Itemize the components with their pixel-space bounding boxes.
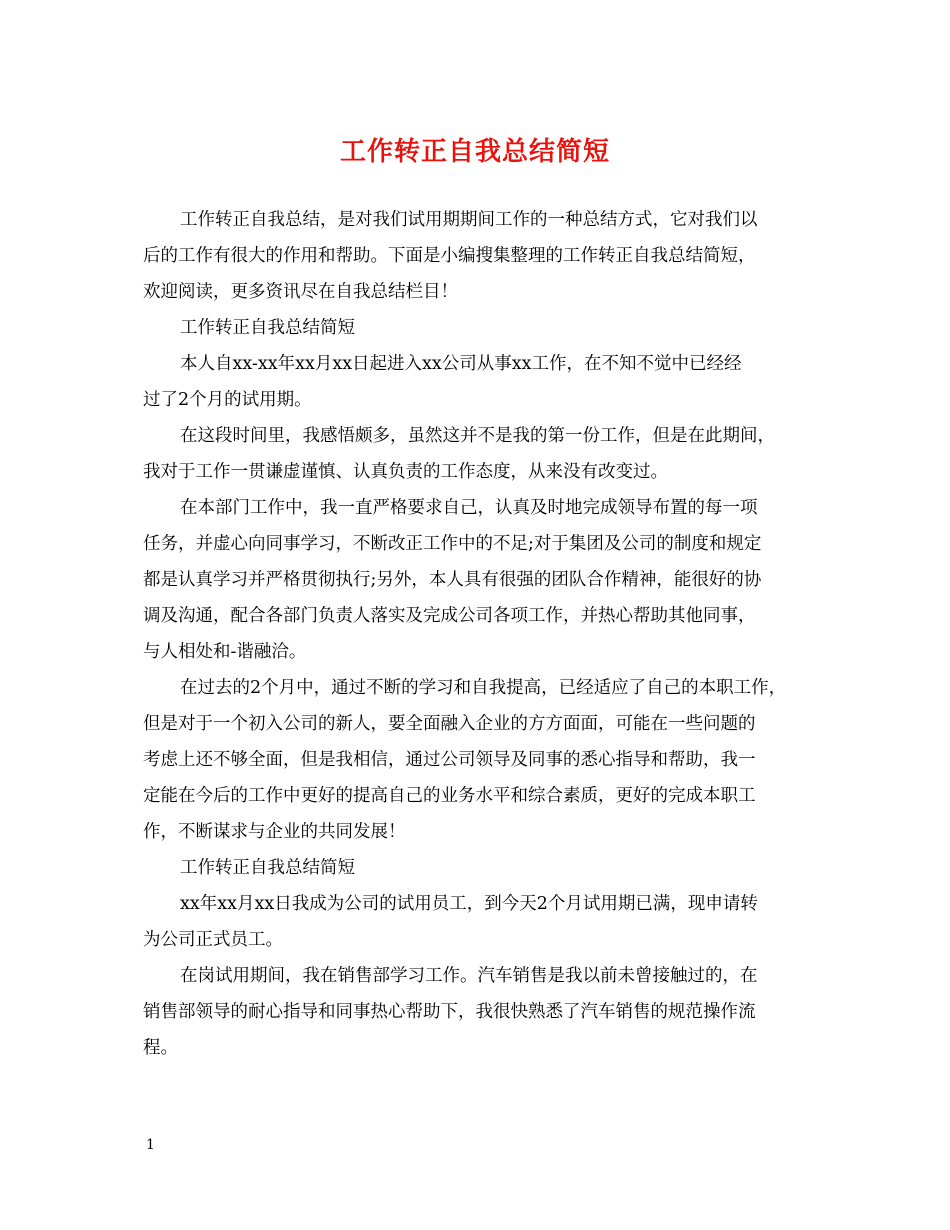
body-line: 与人相处和-谐融洽。 (143, 642, 307, 662)
body-line: 任务，并虚心向同事学习，不断改正工作中的不足;对于集团及公司的制度和规定 (143, 534, 762, 554)
body-line: 后的工作有很大的作用和帮助。下面是小编搜集整理的工作转正自我总结简短， (143, 246, 756, 266)
body-line: 但是对于一个初入公司的新人，要全面融入企业的方方面面，可能在一些问题的 (143, 714, 756, 734)
body-line: 都是认真学习并严格贯彻执行;另外，本人具有很强的团队合作精神，能很好的协 (143, 570, 762, 590)
body-line: 程。 (143, 1038, 178, 1058)
body-line: 工作转正自我总结，是对我们试用期期间工作的一种总结方式，它对我们以 (180, 210, 758, 230)
body-line: 我对于工作一贯谦虚谨慎、认真负责的工作态度，从来没有改变过。 (143, 462, 668, 482)
body-line: 考虑上还不够全面，但是我相信，通过公司领导及同事的悉心指导和帮助，我一 (143, 750, 756, 770)
body-line: 销售部领导的耐心指导和同事热心帮助下，我很快熟悉了汽车销售的规范操作流 (143, 1002, 756, 1022)
document-title: 工作转正自我总结简短 (339, 137, 610, 167)
body-line: 在本部门工作中，我一直严格要求自己，认真及时地完成领导布置的每一项 (180, 498, 758, 518)
body-line: 在这段时间里，我感悟颇多，虽然这并不是我的第一份工作，但是在此期间， (180, 426, 775, 446)
body-line: 在岗试用期间，我在销售部学习工作。汽车销售是我以前未曾接触过的，在 (180, 966, 758, 986)
body-line: xx年xx月xx日我成为公司的试用员工，到今天2个月试用期已满，现申请转 (180, 894, 758, 914)
body-line: 调及沟通，配合各部门负责人落实及完成公司各项工作，并热心帮助其他同事， (143, 606, 756, 626)
body-line: 定能在今后的工作中更好的提高自己的业务水平和综合素质，更好的完成本职工 (143, 786, 756, 806)
body-line: 作，不断谋求与企业的共同发展！ (143, 822, 406, 842)
page-number: 1 (146, 1137, 155, 1153)
body-line: 欢迎阅读，更多资讯尽在自我总结栏目！ (143, 282, 458, 302)
body-line: 过了2个月的试用期。 (143, 390, 312, 410)
section-heading: 工作转正自我总结简短 (180, 318, 355, 338)
body-line: 为公司正式员工。 (143, 930, 283, 950)
body-line: 本人自xx-xx年xx月xx日起进入xx公司从事xx工作，在不知不觉中已经经 (180, 354, 742, 374)
section-heading: 工作转正自我总结简短 (180, 858, 355, 878)
body-line: 在过去的2个月中，通过不断的学习和自我提高，已经适应了自己的本职工作， (180, 678, 787, 698)
